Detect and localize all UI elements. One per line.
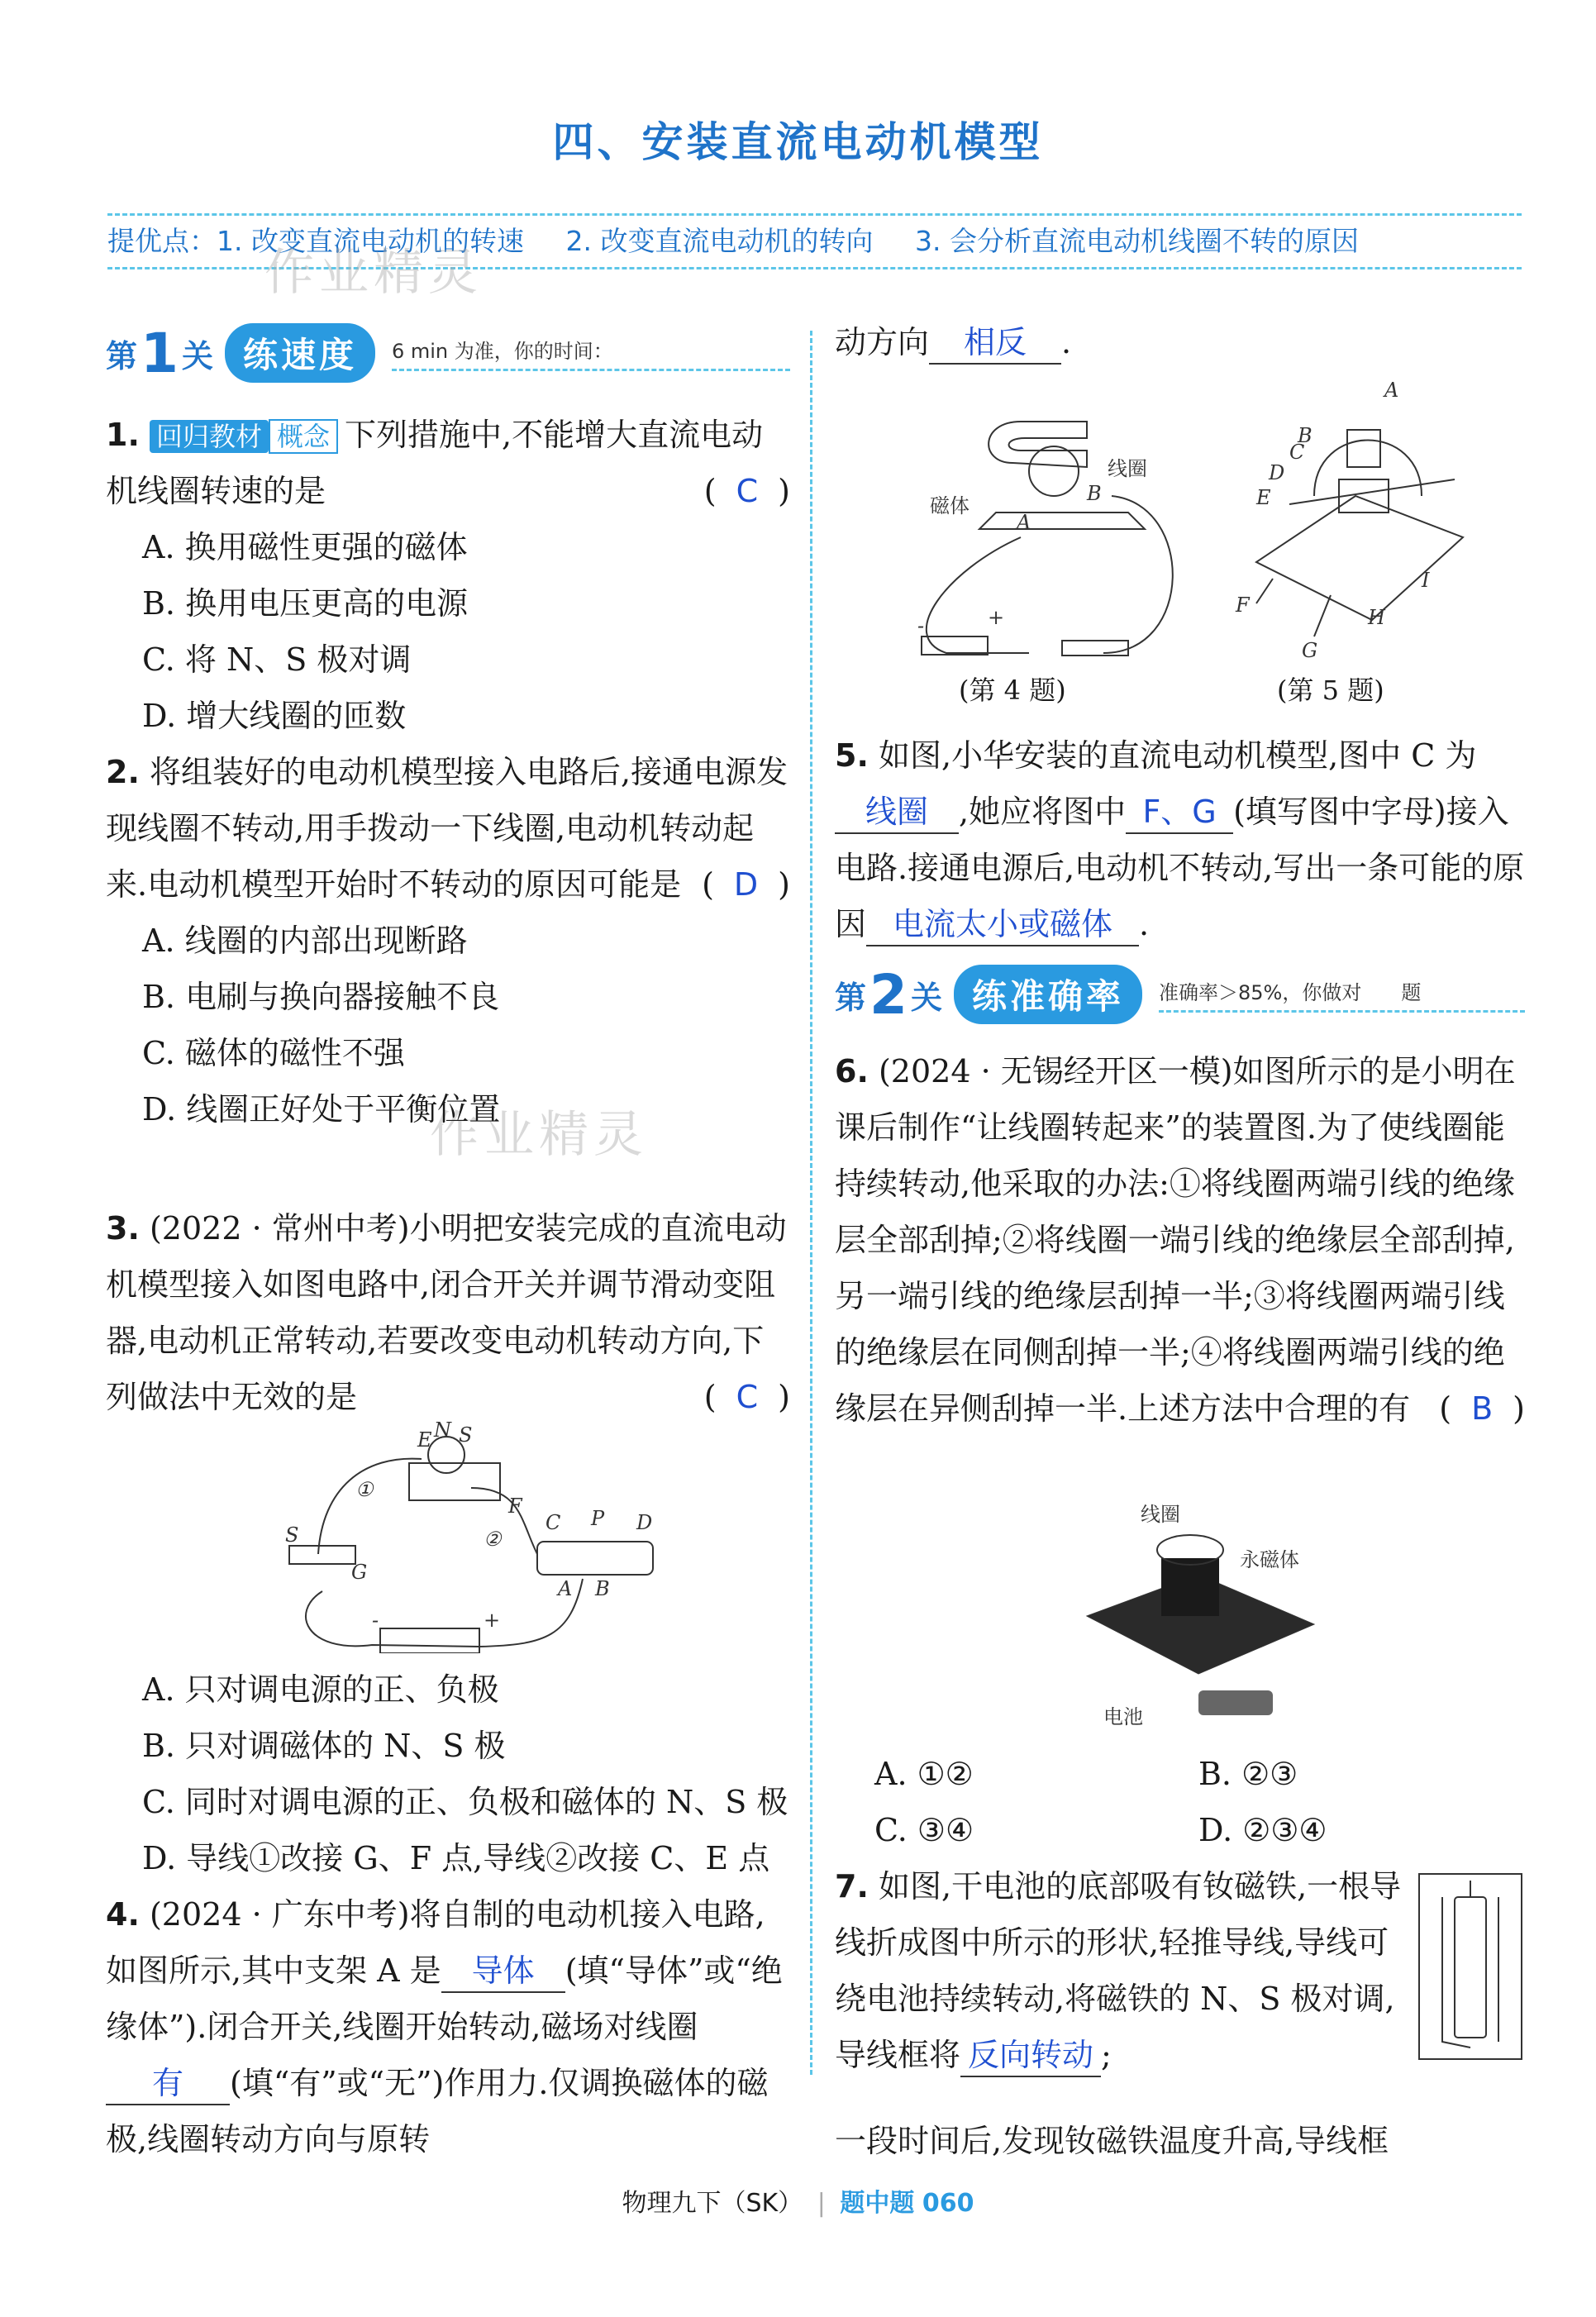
question-stem: (2022 · 常州中考)小明把安装完成的直流电动机模型接入如图电路中,闭合开关并调节滑动变阻器,电动机正常转动,若要改变电动机转动方向,下列做法中无效的是 [106,1210,787,1415]
base-board [1256,496,1463,620]
question-7-continued: 一段时间后,发现钕磁铁温度升高,导线框 [835,2123,1389,2159]
footer-page-number: 060 [922,2189,974,2218]
q5-text-b: ,她应将图中 [959,794,1127,830]
q6-option-a: A. ①② [874,1756,974,1792]
question-5 [835,727,1525,952]
q4-motor-figure [897,389,1203,703]
question-stem: (2024 · 无锡经开区一模)如图所示的是小明在课后制作“让线圈转起来”的装置图.为了使线圈能持续转动,他采取的办法:①将线圈两端引线的绝缘层全部刮掉;②将线圈一端引线的绝缘层全部刮掉,另一端引线的绝缘层刮掉一半;③将线圈两端引线的绝缘层在同侧刮掉一半;④将线圈两端引线的绝缘层在异侧刮掉一半.上述方法中合理的有 [835,1053,1516,1427]
question-number: 4. [106,1896,140,1933]
question-number: 5. [835,737,869,774]
wire-frame [1442,1881,1498,2048]
answer-paren: ( B ) [1439,1390,1525,1427]
answer-paren: ( C ) [703,473,790,509]
option-b: B. 只对调磁体的 N、S 极 [142,1728,506,1764]
option-a: A. 换用磁性更强的磁体 [142,529,468,565]
figure-frame [1419,1874,1522,2059]
question-number: 7. [835,1868,869,1905]
question-stem: 将组装好的电动机模型接入电路后,接通电源发现线圈不转动,用手拨动一下线圈,电动机转动起来.电动机模型开始时不转动的原因可能是 [106,754,788,903]
q5-blank-3: 电流太小或磁体 [866,903,1139,946]
label-h: H [1368,606,1385,629]
q7-blank-1: 反向转动 [960,2034,1101,2077]
column-divider [810,331,812,2075]
q5-text-a: 如图,小华安装的直流电动机模型,图中 C 为 [878,737,1477,774]
wire-2 [471,1488,537,1554]
section-note: 准确率＞85%，你做对 题 [1159,976,1525,1013]
section-di: 第 [835,979,867,1016]
label-s: S [459,1423,473,1447]
option-a: A. 线圈的内部出现断路 [142,923,468,959]
label-plus: + [484,1609,501,1632]
label-e: E [1256,486,1271,509]
q5-blank-2: F、G [1126,791,1233,834]
label-d: D [1269,461,1285,484]
q7-battery-figure [1417,1872,1525,2062]
question-stem: 下列措施中,不能增大直流电动机线圈转速的是 [106,417,764,509]
question-7 [835,1858,1405,2083]
horseshoe-magnet [989,422,1087,467]
coil [1029,446,1079,496]
tag-textbook: 回归教材 [150,420,269,453]
answer-paren: ( C ) [703,1379,790,1415]
label-minus: - [372,1609,379,1632]
label-plus: + [988,606,1005,629]
option-c: C. 将 N、S 极对调 [142,641,412,678]
q4-blank-2: 有 [106,2062,230,2105]
circuit-wire [306,1579,583,1647]
label-e: E [417,1428,432,1452]
q6-option-d: D. ②③④ [1198,1812,1327,1848]
q6-option-b: B. ②③ [1198,1756,1298,1792]
section-number: 1 [141,321,179,385]
q5-blank-1: 线圈 [835,791,959,834]
q5-motor-figure [1223,372,1488,678]
section-note: 6 min 为准，你的时间： [392,335,790,371]
question-3 [106,1200,790,1425]
label-f: F [1236,594,1250,617]
footer-book: 物理九下（SK） [622,2189,803,2218]
key-point-1: 提优点：1. 改变直流电动机的转速 [107,225,524,257]
q5-text-d: . [1139,906,1150,942]
question-4-continued [835,314,1525,370]
tag-concept: 概念 [269,419,338,454]
section-di: 第 [106,337,138,374]
label-b: B [1087,482,1102,505]
q7-text-b: ; [1101,2037,1112,2073]
q4-text-e: . [1061,324,1072,360]
footer-separator: | [817,2189,826,2218]
label-d: D [636,1511,653,1534]
option-b: B. 电刷与换向器接触不良 [142,979,500,1015]
q4-blank-3: 相反 [929,322,1061,365]
section-1-header [106,321,790,385]
fig4-caption: (第 4 题) [959,675,1066,706]
q4-blank-1: 导体 [441,1950,565,1993]
q6-device-figure [1074,1500,1339,1740]
label-wire-2: ② [484,1528,502,1551]
fig5-caption: (第 5 题) [1277,675,1384,706]
watermark: 作业精灵 [430,1106,648,1164]
option-d: D. 导线①改接 G、F 点,导线②改接 C、E 点 [142,1840,770,1876]
label-g: G [351,1561,368,1584]
page-title: 四、安装直流电动机模型 [552,118,1044,166]
label-coil: 线圈 [1108,457,1147,480]
label-p: P [591,1507,605,1530]
answer-choice: C [736,473,759,509]
option-c: C. 同时对调电源的正、负极和磁体的 N、S 极 [142,1784,788,1820]
question-number: 1. [106,417,140,453]
q4-text-d: 动方向 [835,324,930,360]
section-2-header [835,962,1525,1027]
label-i: I [1422,569,1430,592]
switch [289,1546,355,1564]
footer-brand: 题中题 [840,2189,915,2218]
option-d: D. 线圈正好处于平衡位置 [142,1091,501,1128]
battery [380,1628,479,1653]
option-a: A. 只对调电源的正、负极 [142,1671,499,1708]
section-pill: 练速度 [225,323,375,383]
question-4 [106,1886,790,2167]
label-b: B [1298,424,1313,447]
permanent-magnet [1161,1558,1219,1616]
switch [1062,641,1128,656]
label-f: F [508,1495,522,1518]
label-wire-1: ① [355,1478,374,1501]
question-number: 6. [835,1053,869,1089]
option-d: D. 增大线圈的匝数 [142,698,407,734]
label-battery: 电池 [1103,1705,1143,1728]
label-magnet: 磁体 [930,494,970,517]
label-a: A [558,1577,573,1600]
wire-1 [318,1459,422,1554]
question-number: 2. [106,754,140,790]
q7-text-a: 如图,干电池的底部吸有钕磁铁,一根导线折成图中所示的形状,轻推导线,导线可绕电池持续转动,将磁铁的 N、S 极对调,导线框将 [835,1868,1402,2073]
q5-text-c: (填写图中字母)接入电路.接通电源后,电动机不转动,写出一条可能的原因 [835,794,1525,942]
q3-circuit-figure [273,1422,669,1653]
section-guan: 关 [181,337,213,374]
section-number: 2 [869,962,908,1027]
q4-text-a: (2024 · 广东中考)将自制的电动机接入电路,如图所示,其中支架 A 是 [106,1896,765,1989]
motor-base [409,1463,500,1500]
q4-text-b: (填“导体”或“绝缘体”).闭合开关,线圈开始转动,磁场对线圈 [106,1952,783,2045]
section-guan: 关 [910,979,942,1016]
watermark: 作业精灵 [264,244,483,302]
label-minus: - [917,614,925,637]
label-b: B [595,1577,610,1600]
page-footer [0,2182,1596,2219]
battery [1198,1690,1273,1715]
label-switch-s: S [285,1523,299,1547]
key-point-2: 2. 改变直流电动机的转向 [565,225,874,257]
label-g: G [1302,639,1318,662]
question-3-options [106,1661,790,1886]
dry-cell [1455,1897,1486,2038]
board [979,513,1145,529]
section-pill: 练准确率 [954,965,1142,1024]
question-1 [106,407,790,744]
label-a: A [1017,511,1031,534]
lead-g [1314,595,1331,636]
question-6 [835,1043,1525,1437]
label-c: C [1289,441,1305,464]
label-n: N [434,1422,451,1442]
magnet-block [1347,430,1380,467]
q4-text-c: (填“有”或“无”)作用力.仅调换磁体的磁极,线圈转动方向与原转 [106,2065,769,2157]
answer-choice: C [736,1379,759,1415]
label-c: C [545,1511,561,1534]
q6-option-c: C. ③④ [874,1812,974,1848]
answer-paren: ( D ) [702,866,790,903]
label-coil: 线圈 [1141,1503,1180,1526]
answer-choice: D [733,866,759,903]
key-point-3: 3. 会分析直流电动机线圈不转的原因 [914,225,1359,257]
wire-right [1103,496,1173,653]
question-number: 3. [106,1210,140,1247]
battery [922,636,988,655]
label-magnet: 永磁体 [1240,1548,1299,1571]
answer-choice: B [1471,1390,1494,1427]
rheostat [537,1542,653,1575]
lead-f [1256,579,1273,603]
label-a: A [1384,379,1399,402]
option-b: B. 换用电压更高的电源 [142,585,469,622]
option-c: C. 磁体的磁性不强 [142,1035,405,1071]
question-2 [106,744,790,1137]
